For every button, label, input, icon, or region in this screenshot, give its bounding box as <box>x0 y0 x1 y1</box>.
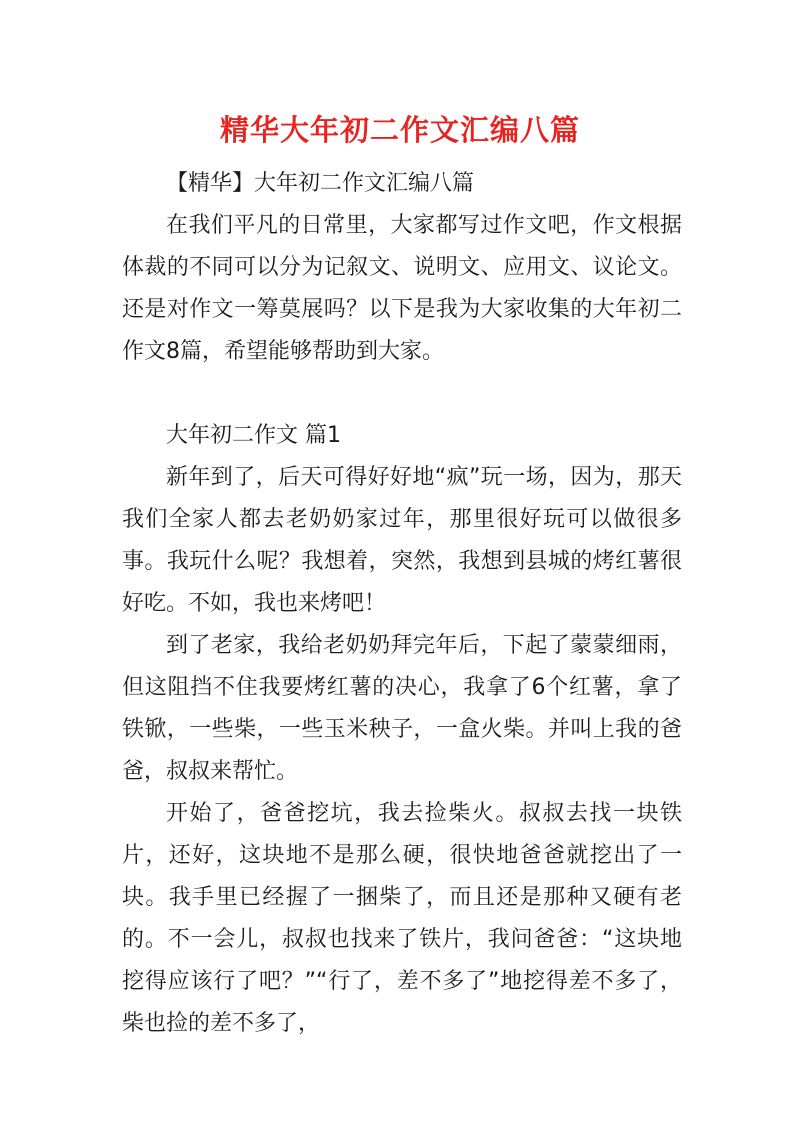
body-paragraph: 到了老家，我给老奶奶拜完年后，下起了蒙蒙细雨，但这阻挡不住我要烤红薯的决心，我拿了6个红薯，拿了铁锨，一些柴，一些玉米秧子，一盒火柴。并叫上我的爸爸，叔叔来帮忙。 <box>122 633 682 784</box>
body-paragraph: 开始了，爸爸挖坑，我去捡柴火。叔叔去找一块铁片，还好，这块地不是那么硬，很快地爸爸就挖出了一块。我手里已经握了一捆柴了，而且还是那种又硬有老的。不一会儿，叔叔也找来了铁片，我问爸爸：“这块地挖得应该行了吧？”“行了，差不多了”地挖得差不多了，柴也捡的差不多了， <box>122 801 682 1036</box>
body-paragraph: 新年到了，后天可得好好地“疯”玩一场，因为，那天我们全家人都去老奶奶家过年，那里很好玩可以做很多事。我玩什么呢？我想着，突然，我想到县城的烤红薯很好吃。不如，我也来烤吧！ <box>122 465 682 616</box>
intro-heading: 【精华】大年初二作文汇编八篇 <box>166 171 475 196</box>
document-body <box>122 163 682 1045</box>
section-heading: 大年初二作文 篇1 <box>166 423 341 448</box>
intro-paragraph: 在我们平凡的日常里，大家都写过作文吧，作文根据体裁的不同可以分为记叙文、说明文、应用文、议论文。还是对作文一筹莫展吗？以下是我为大家收集的大年初二作文8篇，希望能够帮助到大家。 <box>122 213 682 364</box>
document-title: 精华大年初二作文汇编八篇 <box>219 113 580 147</box>
